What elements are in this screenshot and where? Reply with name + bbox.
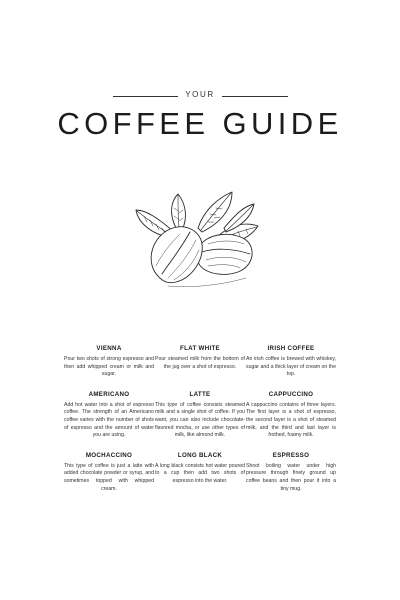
coffee-entry-vienna bbox=[64, 345, 154, 379]
coffee-description: An irish coffee is brewed with whiskey, sugar and a thick layer of cream on the top. bbox=[246, 356, 336, 378]
header-kicker: YOUR bbox=[185, 90, 215, 99]
coffee-description: Pour steamed milk from the bottom of the jug over a shot of espresso. bbox=[155, 356, 245, 370]
coffee-entry-americano bbox=[64, 391, 154, 440]
coffee-entry-irish-coffee bbox=[246, 345, 336, 379]
coffee-description: This type of coffee consists steamed milk and a single shot of coffee. If you want, you can also include chocolate-flavored mocha, or use other types of milk, like almond milk. bbox=[155, 401, 245, 439]
coffee-description: A cappuccino contains of three layers. The first layer is a shot of espresso, the second layer is a shot of steamed milk, and the third and last layer is frothed, foamy milk. bbox=[246, 401, 336, 439]
kicker-divider-left bbox=[113, 96, 178, 97]
coffee-description: Shoot boiling water under high pressure through finely ground up coffee beans and then pour it into a tiny mug. bbox=[246, 462, 336, 492]
coffee-name: AMERICANO bbox=[88, 390, 130, 398]
page-title: COFFEE GUIDE bbox=[57, 106, 343, 141]
coffee-description: This type of coffee is just a latte with added chocolate powder or syrup, and sometimes topped with whipped cream. bbox=[64, 462, 154, 492]
coffee-description: Pour two shots of strong espresso and then add whipped cream or milk and sugar. bbox=[64, 356, 154, 378]
coffee-entry-latte bbox=[155, 391, 245, 440]
coffee-name: CAPPUCCINO bbox=[268, 390, 314, 398]
coffee-name: LONG BLACK bbox=[177, 451, 223, 459]
coffee-guide-grid bbox=[64, 345, 336, 493]
coffee-entry-espresso bbox=[246, 452, 336, 493]
coffee-description: Add hot water into a shot of espresso coffee. The strength of an Americano coffee varies with the number of shots of espresso and the amount of water you are using. bbox=[64, 401, 154, 439]
coffee-name: ESPRESSO bbox=[272, 451, 310, 459]
coffee-bean-icon bbox=[197, 234, 252, 274]
coffee-entry-long-black bbox=[155, 452, 245, 493]
coffee-name: LATTE bbox=[189, 390, 211, 398]
coffee-entry-mochaccino bbox=[64, 452, 154, 493]
header-kicker-row bbox=[0, 88, 400, 104]
coffee-name: IRISH COFFEE bbox=[267, 345, 315, 352]
coffee-name: MOCHACCINO bbox=[85, 451, 133, 459]
coffee-description: A long black consists hot water poured to a cup then add two shots of espresso into the water. bbox=[155, 462, 245, 484]
coffee-name: FLAT WHITE bbox=[179, 345, 220, 352]
leaf-icon bbox=[172, 194, 186, 230]
kicker-divider-right bbox=[222, 96, 288, 97]
coffee-entry-flat-white bbox=[155, 345, 245, 379]
coffee-name: VIENNA bbox=[96, 345, 122, 352]
coffee-beans-illustration bbox=[128, 188, 264, 292]
coffee-bean-icon bbox=[151, 227, 202, 283]
coffee-entry-cappuccino bbox=[246, 391, 336, 440]
